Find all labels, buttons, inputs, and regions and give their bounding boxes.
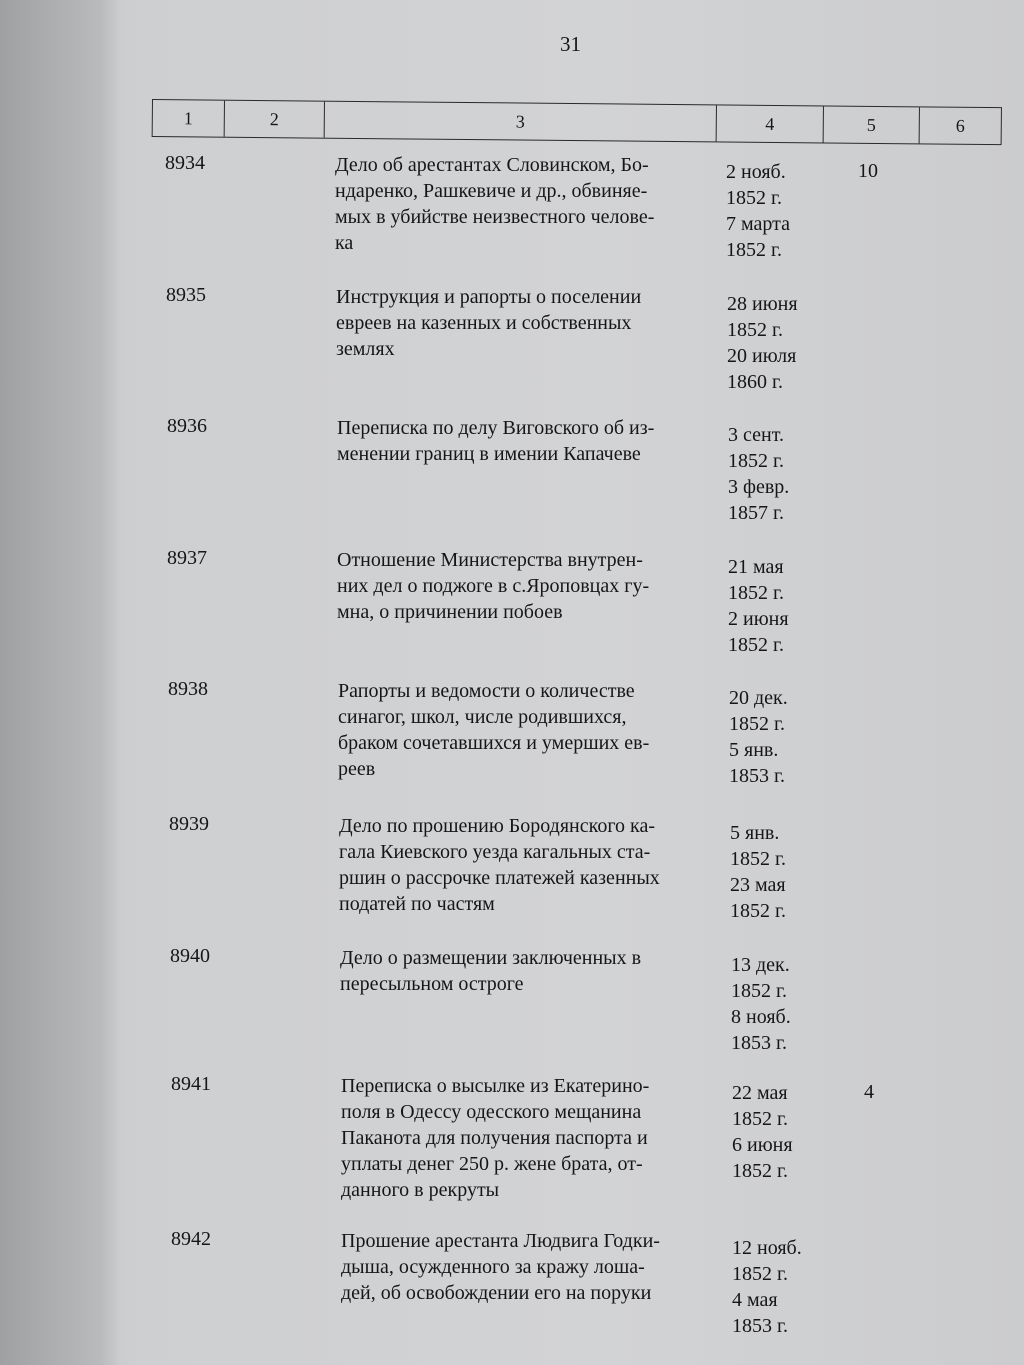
- date-line: 21 мая: [728, 556, 784, 578]
- date-line: 1852 г.: [726, 187, 782, 209]
- record-description: [340, 945, 725, 997]
- record-description: [336, 284, 721, 362]
- date-line: 1852 г.: [728, 450, 784, 472]
- book-spine-shadow: [0, 0, 120, 1365]
- description-line: евреев на казенных и собственных: [336, 312, 632, 334]
- date-line: 7 марта: [726, 213, 790, 235]
- record-description: [337, 547, 722, 625]
- date-line: 23 мая: [730, 874, 786, 896]
- date-line: 1857 г.: [728, 502, 784, 524]
- description-line: Паканота для получения паспорта и: [341, 1127, 648, 1149]
- date-line: 1852 г.: [728, 582, 784, 604]
- description-line: податей по частям: [339, 893, 495, 915]
- description-line: дыша, осужденного за кражу лоша-: [341, 1256, 645, 1278]
- record-number: 8937: [167, 547, 207, 569]
- header-col-6: 6: [955, 115, 965, 136]
- description-line: менении границ в имении Капачеве: [337, 443, 641, 465]
- column-header-table: [152, 99, 1002, 145]
- date-line: 1852 г.: [730, 900, 786, 922]
- record-dates: [727, 291, 798, 395]
- description-line: ка: [335, 232, 354, 254]
- date-line: 1853 г.: [731, 1032, 787, 1054]
- date-line: 1852 г.: [731, 980, 787, 1002]
- description-line: Отношение Министерства внутрен-: [337, 549, 643, 571]
- record-dates: [731, 952, 791, 1056]
- description-line: Рапорты и ведомости о количестве: [338, 680, 635, 702]
- date-line: 22 мая: [732, 1082, 788, 1104]
- date-line: 1852 г.: [727, 319, 783, 341]
- date-line: 12 нояб.: [732, 1237, 802, 1259]
- record-description: [335, 152, 720, 256]
- description-line: землях: [336, 338, 395, 360]
- date-line: 1853 г.: [732, 1315, 788, 1337]
- record-description: [341, 1073, 726, 1203]
- description-line: Дело о размещении заключенных в: [340, 947, 642, 969]
- page-number: 31: [560, 32, 581, 56]
- description-line: пересыльном остроге: [340, 973, 524, 995]
- date-line: 2 июня: [728, 608, 789, 630]
- record-dates: [728, 554, 789, 658]
- description-line: гала Киевского уезда кагальных ста-: [339, 841, 651, 863]
- date-line: 1852 г.: [728, 634, 784, 656]
- header-col-4: 4: [717, 105, 824, 142]
- date-line: 5 янв.: [730, 822, 780, 844]
- description-line: ндаренко, Рашкевиче и др., обвиняе-: [335, 180, 648, 202]
- record-number: 8935: [166, 284, 206, 306]
- header-col-1: 1: [153, 100, 225, 137]
- record-dates: [728, 422, 789, 526]
- description-line: реев: [338, 758, 376, 780]
- description-line: Инструкция и рапорты о поселении: [336, 286, 642, 308]
- date-line: 20 дек.: [729, 687, 788, 709]
- description-line: Дело об арестантах Словинском, Бо-: [335, 154, 649, 176]
- record-number: 8942: [171, 1228, 211, 1250]
- date-line: 1852 г.: [729, 713, 785, 735]
- description-line: уплаты денег 250 р. жене брата, от-: [341, 1153, 643, 1175]
- date-line: 2 нояб.: [726, 161, 786, 183]
- description-line: мна, о причинении побоев: [337, 601, 563, 623]
- sheet-count: 10: [858, 160, 878, 182]
- date-line: 1852 г.: [732, 1263, 788, 1285]
- description-line: синагог, школ, числе родившихся,: [338, 706, 627, 728]
- date-line: 6 июня: [732, 1134, 793, 1156]
- description-line: поля в Одессу одесского мещанина: [341, 1101, 642, 1123]
- header-col-3: 3: [325, 102, 717, 142]
- record-description: [339, 813, 724, 917]
- date-line: 13 дек.: [731, 954, 790, 976]
- date-line: 4 мая: [732, 1289, 778, 1311]
- description-line: ршин о рассрочке платежей казенных: [339, 867, 660, 889]
- header-col-2: 2: [225, 101, 325, 138]
- date-line: 1852 г.: [730, 848, 786, 870]
- record-dates: [732, 1080, 793, 1184]
- description-line: Переписка о высылке из Екатерино-: [341, 1075, 650, 1097]
- description-line: дей, об освобождении его на поруки: [341, 1282, 652, 1304]
- record-description: [337, 415, 722, 467]
- record-number: 8941: [171, 1073, 211, 1095]
- header-col-5: 5: [824, 106, 920, 143]
- date-line: 1852 г.: [726, 239, 782, 261]
- description-line: мых в убийстве неизвестного челове-: [335, 206, 655, 228]
- record-dates: [730, 820, 786, 924]
- record-dates: [726, 159, 790, 263]
- record-number: 8936: [167, 415, 207, 437]
- date-line: 1860 г.: [727, 371, 783, 393]
- record-number: 8934: [165, 152, 205, 174]
- description-line: данного в рекруты: [341, 1179, 500, 1201]
- record-dates: [729, 685, 788, 789]
- date-line: 8 нояб.: [731, 1006, 791, 1028]
- record-number: 8939: [169, 813, 209, 835]
- date-line: 28 июня: [727, 293, 798, 315]
- description-line: Прошение арестанта Людвига Годки-: [341, 1230, 660, 1252]
- description-line: браком сочетавшихся и умерших ев-: [338, 732, 650, 754]
- description-line: них дел о поджоге в с.Яроповцах гу-: [337, 575, 650, 597]
- date-line: 3 сент.: [728, 424, 784, 446]
- date-line: 3 февр.: [728, 476, 790, 498]
- date-line: 1853 г.: [729, 765, 785, 787]
- description-line: Переписка по делу Виговского об из-: [337, 417, 655, 439]
- record-dates: [732, 1235, 802, 1339]
- date-line: 1852 г.: [732, 1160, 788, 1182]
- date-line: 5 янв.: [729, 739, 779, 761]
- record-number: 8938: [168, 678, 208, 700]
- date-line: 20 июля: [727, 345, 797, 367]
- date-line: 1852 г.: [732, 1108, 788, 1130]
- sheet-count: 4: [864, 1081, 874, 1103]
- record-description: [338, 678, 723, 782]
- description-line: Дело по прошению Бородянского ка-: [339, 815, 655, 837]
- record-number: 8940: [170, 945, 210, 967]
- record-description: [341, 1228, 726, 1306]
